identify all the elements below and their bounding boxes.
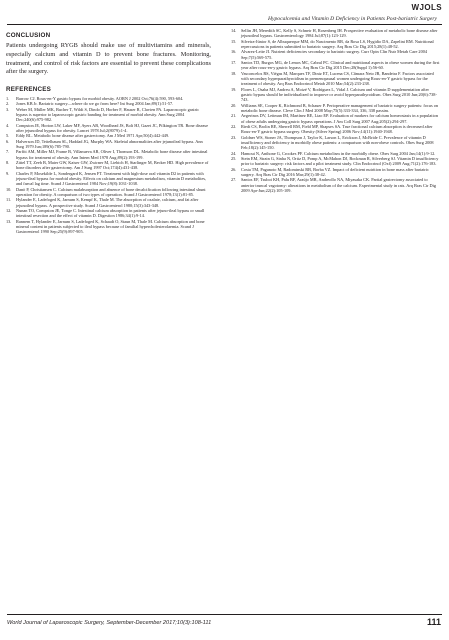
reference-list-right (231, 28, 440, 193)
reference-item (231, 156, 440, 167)
reference-item (6, 149, 211, 160)
reference-text: Santos TD, Burgos MG, de Lemos MC, Cabral PC. Clinical and nutritional aspects in obese women during the first year after roux-en-y gastric bypass. Arq Bras Cir Dig 2015 Dec;28(Suppl 1):56-60. (241, 59, 440, 71)
reference-item (6, 123, 211, 134)
reference-number: 18. (231, 70, 237, 76)
reference-text: Avgerinos DV, Leitman IM, Martínez RE, Liao EP. Evaluation of markers for calcium homeostasis in a population of obese adults undergoing gastric bypass operations. J Am Coll Surg 2007 Aug;205(2):294-297. (241, 113, 438, 124)
reference-number: 14. (231, 28, 237, 33)
reference-number: 20. (231, 102, 237, 108)
references-heading: REFERENCES (6, 85, 52, 93)
reference-text: Jones KB Jr. Bariatric surgery—where do we go from here? Int Surg 2004 Jan;89(1):51-57. (16, 101, 174, 107)
reference-text: Barrow CJ. Roux-en-Y gastric bypass for morbid obesity. AORN J 2002 Oct;76(4):590, 593-604. (16, 96, 184, 102)
reference-text: Costa TM, Paganoto M, Radominski RB, Borba VZ. Impact of deficient nutrition in bone mass after bariatric surgery. Arq Bras Cir Dig 2016 Mar;29(1):38-42. (241, 166, 429, 177)
reference-item (231, 113, 440, 124)
reference-text: Alvarez-Leite JI. Nutrient deficiencies secondary to bariatric surgery. Curr Opin Clin Nutr Metab Care 2004 Sep;7(5):569-575. (241, 49, 428, 60)
reference-number: 2. (6, 101, 10, 107)
reference-text: Eddy RL. Metabolic bone disease after gastrectomy. Am J Med 1971 Apr;50(4):442-449. (16, 133, 170, 139)
reference-text: Riedt CS, Brolin RE, Sherrell RM, Field MP, Shapses SA. True fractional calcium absorption is decreased after Roux-en-Y gastric bypass surgery. Obesity (Silver Spring) 2006 Nov;14(11):1940-1948. (241, 123, 433, 135)
reference-text: Williams SE, Cooper K, Richmond B, Schauer P. Perioperative management of bariatric surgery patients: focus on metabolic bone disease. Cleve Clin J Med 2008 May;75(5):333-334, 336, 338 passim. (241, 102, 439, 113)
running-head: Hypocalcemia and Vitamin D Deficiency in Patients Post-bariatric Surgery (267, 16, 437, 22)
reference-text: Sellin JH, Meredith SC, Kelly S, Schneir H, Rosenberg IH. Prospective evaluation of metabolic bone disease after jejunoileal bypass. Gastroenterology 1984 Jul;87(1):123-129. (241, 28, 438, 39)
reference-item (231, 60, 440, 71)
reference-item (6, 197, 211, 208)
reference-item (231, 39, 440, 50)
reference-item (231, 87, 440, 103)
reference-number: 7. (6, 149, 10, 155)
header-rule (7, 24, 442, 25)
reference-text: Rannem T, Hylander E, Jarnum S, Ladefoged K, Schaadt O, Staun M, Thale M. Calcium absorption and bone mineral content in patients subjected to ileal bypass because of familial hypercholesterolaemia. Scand J Gastroenterol 1990 Sep;25(9):897-905. (16, 218, 205, 235)
reference-number: 9. (6, 170, 10, 176)
reference-number: 11. (6, 197, 12, 203)
reference-text: Charles P, Mosekilde L, Sondergard K, Jensen FT. Treatment with high-dose oral vitamin D2 in patients with jejuno-ileal bypass for morbid obesity. Effects on calcium and magnesium metabolism, vitamin D metabolites, and faecal lag time. Scand J Gastroenterol 1984 Nov;19(8):1031-1038. (16, 170, 207, 187)
reference-number: 10. (6, 186, 12, 192)
reference-item (231, 135, 440, 151)
reference-item (231, 28, 440, 39)
reference-text: Goldner WS, Stoner JA, Thompson J, Taylor K, Larson L, Erickson J, McBride C. Prevalence of vitamin D insufficiency and deficiency in morbidly obese patients: a comparison with non-obese controls. Obes Surg 2008 Feb;18(2):145-150. (241, 134, 434, 151)
reference-item (231, 167, 440, 178)
reference-text: Flores L, Osaba MJ, Andreu A, Moizé V, Rodríguez L, Vidal J. Calcium and vitamin D supplementation after gastric bypass should be individualized to improve or avoid hyperparathyroidism. Obes Surg 2010 Jun;20(6):738-743. (241, 86, 437, 103)
reference-item (231, 71, 440, 87)
reference-number: 4. (6, 122, 10, 128)
reference-number: 26. (231, 166, 237, 172)
reference-text: Hylander E, Ladefoged K, Jarnum S, Kempf K, Thale M. The absorption of oxalate, calcium, and fat after jejunoileal bypass. A prospective study. Scand J Gastroenterol 1980;15(3):343-348. (16, 197, 199, 208)
reference-text: Compston JE, Horton LW, Laker MF, Ayers AB, Woodhead JS, Bolt HJ, Gazet JC, Pilkington TR. Bone disease after jejunoileal bypass for obesity. Lancet 1978 Jul;2(8079):1-4. (16, 122, 208, 133)
reference-text: Zittel TT, Zeeb B, Maier GW, Kaiser GW, Zwirner M, Liebich H, Starlinger M, Becker HD. High prevalence of bone disorders after gastrectomy. Am J Surg 1997 Oct;174(4):431-438. (16, 159, 209, 171)
reference-number: 3. (6, 106, 10, 112)
reference-text: Stein EM, Strain G, Sinha N, Ortiz D, Pomp A, McMahon DJ, Bockman R, Silverberg SJ. Vitamin D insufficiency prior to bariatric surgery: risk factors and a pilot treatment study. Clin Endocrinol (Oxf) 2009 Aug;71(2):176-183. (241, 155, 439, 167)
reference-text: Santos EF, Tsuboi KH, Palu BF, Araújo MR, Andreollo NA, Miyasaka CK. Partial gastrectomy associated to anterior truncal vagotomy: alterations in metabolism of the calcium. Experimental study in rats. Arq Bras Cir Dig 2009 Apr-Jun;22(2):105-109. (241, 177, 436, 193)
reference-item (6, 219, 211, 235)
reference-number: 23. (231, 134, 237, 140)
reference-item (6, 171, 211, 187)
reference-text: Vasconcelos RS, Viégas M, Marques TF, Diniz ET, Lucena CS, Câmara Neto JB, Bandeira F. Factors associated with secondary hyperparathyroidism in premenopausal women undergoing Roux-en-Y gastric bypass for the treatment of obesity. Arq Bras Endocrinol Metab 2010 Mar;54(2):233-238. (241, 70, 434, 87)
reference-number: 12. (6, 207, 12, 213)
reference-number: 27. (231, 177, 237, 183)
reference-number: 15. (231, 38, 237, 44)
reference-number: 6. (6, 138, 10, 144)
reference-text: Hamoui N, Anthone G, Crookes PF. Calcium metabolism in the morbidly obese. Obes Surg 2004 Jan;14(1):9-12. (241, 150, 436, 156)
reference-number: 5. (6, 133, 10, 139)
reference-item (6, 160, 211, 171)
journal-brand: WJOLS (411, 3, 442, 12)
reference-text: Nunan TO, Compston JE, Tonge C. Intestinal calcium absorption in patients after jejuno-ileal bypass or small intestinal resection and the effect of vitamin D. Digestion 1986;34(1):9-14. (16, 207, 205, 219)
reference-text: Parfitt AM, Miller MJ, Frame B, Villanueva AR, Oliver I, Thomson DL. Metabolic bone disease after intestinal bypass for treatment of obesity. Ann Intern Med 1978 Aug;89(2):193-199. (16, 149, 208, 160)
conclusion-heading: CONCLUSION (6, 32, 51, 39)
reference-text: Silveira-Júnior S, de Albuquerque MM, do Nascimento RR, da Rosa LS, Hygidio DA, Zapelini RM. Nutritional repercussions in patients submitted to bariatric surgery. Arq Bras Cir Dig 2015;28(1):48-52. (241, 38, 434, 49)
reference-item (6, 139, 211, 150)
right-column (231, 28, 440, 193)
left-column (6, 28, 211, 235)
reference-number: 1. (6, 96, 10, 102)
reference-number: 17. (231, 59, 237, 65)
reference-list-left (6, 96, 211, 235)
reference-item (231, 103, 440, 114)
reference-number: 19. (231, 86, 237, 92)
reference-item (6, 187, 211, 198)
reference-number: 13. (6, 218, 12, 224)
reference-text: Weber M, Müller MK, Bucher T, Wildi S, Dindo D, Horber F, Hauser R, Clavien PA. Laparoscopic gastric bypass is superior to laparoscopic gastric banding for treatment of morbid obesity. Ann Surg 2004 Dec;240(6):975-982. (16, 106, 200, 123)
reference-text: Halverson JD, Teitelbaum SL, Haddad JG, Murphy WA. Skeletal abnormalities after jejunoileal bypass. Ann Surg 1979 Jun;189(6):785-790. (16, 138, 203, 149)
conclusion-text: Patients undergoing RYGB should make use of multivitamins and minerals, especially calcium and vitamin D to prevent bone fractures. Monitoring, treatment, and control of risk factors are essential to prevent these complications after the surgery. (6, 42, 211, 76)
page-number: 111 (426, 617, 441, 627)
reference-number: 8. (6, 159, 10, 165)
reference-item (231, 177, 440, 193)
reference-number: 25. (231, 155, 237, 161)
reference-item (231, 124, 440, 135)
reference-number: 16. (231, 49, 237, 55)
reference-number: 24. (231, 150, 237, 156)
footer-journal-citation: World Journal of Laparoscopic Surgery, September-December 2017;10(3):108-111 (7, 620, 212, 626)
reference-item (6, 107, 211, 123)
reference-number: 22. (231, 123, 237, 129)
footer-rule (7, 614, 442, 615)
reference-text: Danö P, Christiansen C. Calcium malabsorption and absence of bone decalcification following intestinal shunt operation for obesity. A comparison of two types of operation. Scand J Gastroenterol 1978;13(1):81-85. (16, 186, 206, 197)
reference-item (6, 208, 211, 219)
reference-number: 21. (231, 113, 237, 119)
reference-item (231, 49, 440, 60)
